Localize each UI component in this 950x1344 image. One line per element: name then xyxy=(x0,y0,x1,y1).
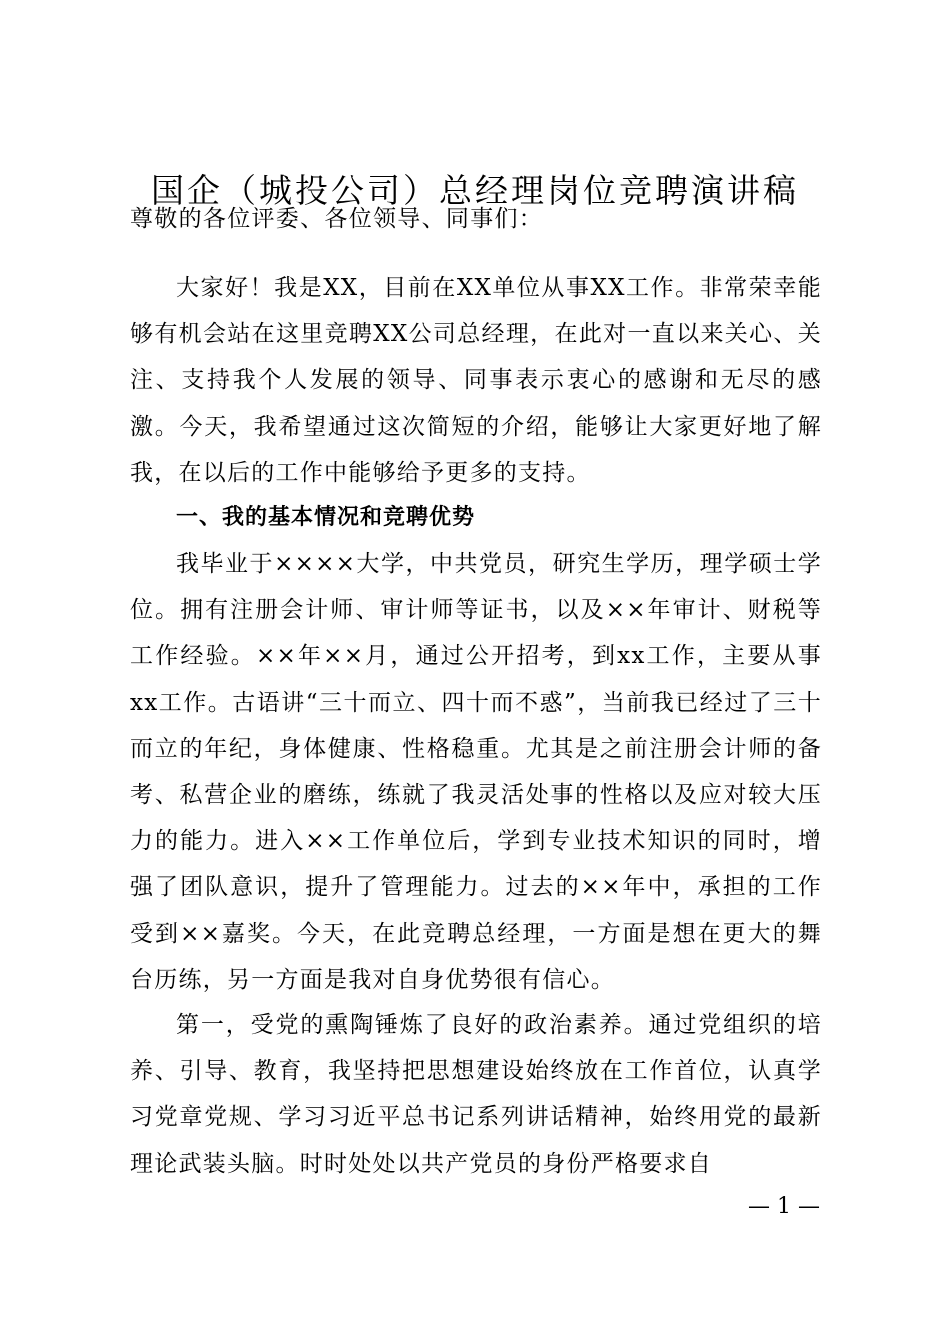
salutation: 尊敬的各位评委、各位领导、同事们： xyxy=(130,206,544,232)
paragraph-intro: 大家好！我是XX，目前在XX单位从事XX工作。非常荣幸能够有机会站在这里竞聘XX公司总经理，在此对一直以来关心、关注、支持我个人发展的领导、同事表示衷心的感谢和无尽的感激。今天，我希望通过这次简短的介绍，能够让大家更好地了解我，在以后的工作中能够给予更多的支持。 xyxy=(130,275,822,486)
page-number: — 1 — xyxy=(748,1194,820,1219)
document-title: 国企（城投公司）总经理岗位竞聘演讲稿 xyxy=(151,171,799,210)
paragraph-political: 第一，受党的熏陶锤炼了良好的政治素养。通过党组织的培养、引导、教育，我坚持把思想建设始终放在工作首位，认真学习党章党规、学习习近平总书记系列讲话精神，始终用党的最新理论武装头脑。时时处处以共产党员的身份严格要求自 xyxy=(130,1012,822,1177)
section-heading: 一、我的基本情况和竞聘优势 xyxy=(176,505,476,530)
paragraph-background: 我毕业于××××大学，中共党员，研究生学历，理学硕士学位。拥有注册会计师、审计师等证书，以及××年审计、财税等工作经验。××年××月，通过公开招考，到xx工作，主要从事xx工作。古语讲“三十而立、四十而不惑”，当前我已经过了三十而立的年纪，身体健康、性格稳重。尤其是之前注册会计师的备考、私营企业的磨练，练就了我灵活处事的性格以及应对较大压力的能力。进入××工作单位后，学到专业技术知识的同时，增强了团队意识，提升了管理能力。过去的××年中，承担的工作受到××嘉奖。今天，在此竞聘总经理，一方面是想在更大的舞台历练，另一方面是我对自身优势很有信心。 xyxy=(130,551,822,993)
